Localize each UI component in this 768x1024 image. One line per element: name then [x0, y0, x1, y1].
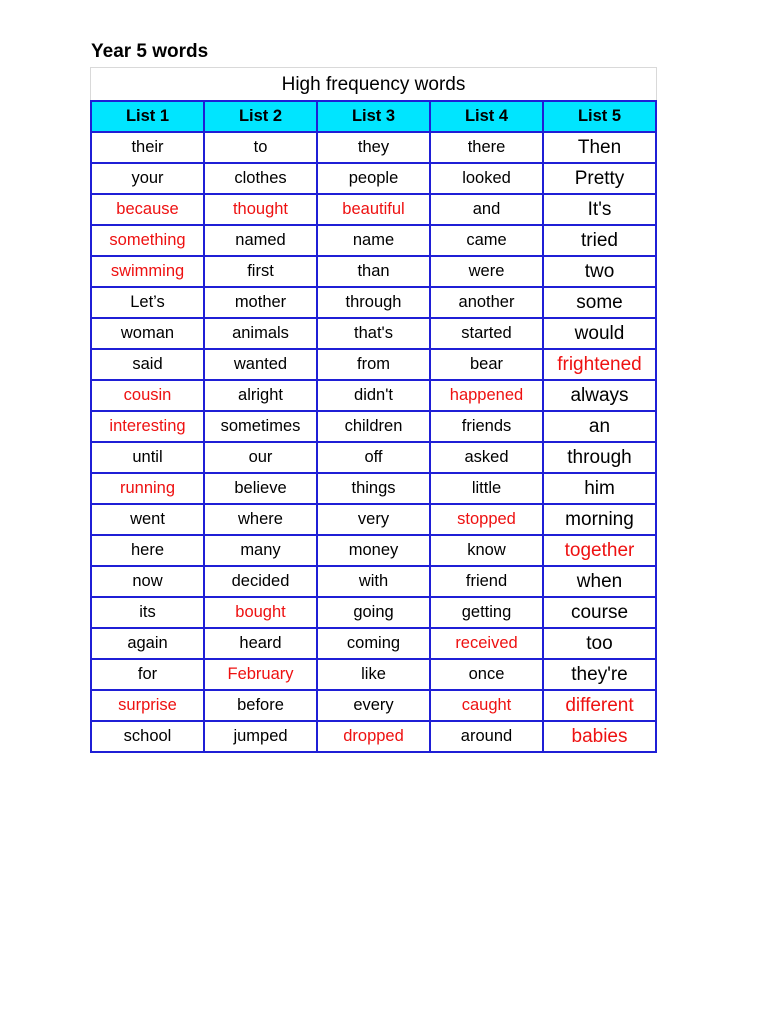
word-cell: and: [431, 195, 544, 226]
word-cell: jumped: [205, 722, 318, 753]
word-cell: dropped: [318, 722, 431, 753]
word-cell: know: [431, 536, 544, 567]
word-cell: February: [205, 660, 318, 691]
word-cell: babies: [544, 722, 657, 753]
word-cell: friends: [431, 412, 544, 443]
word-cell: Then: [544, 133, 657, 164]
word-cell: wanted: [205, 350, 318, 381]
word-cell: school: [92, 722, 205, 753]
page-title: Year 5 words: [91, 41, 209, 62]
word-cell: swimming: [92, 257, 205, 288]
word-cell: going: [318, 598, 431, 629]
word-cell: surprise: [92, 691, 205, 722]
word-cell: with: [318, 567, 431, 598]
word-cell: our: [205, 443, 318, 474]
word-cell: said: [92, 350, 205, 381]
word-cell: friend: [431, 567, 544, 598]
word-cell: received: [431, 629, 544, 660]
word-cell: they're: [544, 660, 657, 691]
word-cell: getting: [431, 598, 544, 629]
column-header-list-1: List 1: [92, 102, 205, 133]
word-cell: another: [431, 288, 544, 319]
word-cell: animals: [205, 319, 318, 350]
word-cell: bear: [431, 350, 544, 381]
word-cell: through: [544, 443, 657, 474]
word-cell: every: [318, 691, 431, 722]
word-cell: clothes: [205, 164, 318, 195]
word-cell: like: [318, 660, 431, 691]
word-cell: were: [431, 257, 544, 288]
word-cell: again: [92, 629, 205, 660]
word-cell: caught: [431, 691, 544, 722]
word-cell: went: [92, 505, 205, 536]
word-cell: from: [318, 350, 431, 381]
word-cell: they: [318, 133, 431, 164]
word-cell: here: [92, 536, 205, 567]
word-cell: many: [205, 536, 318, 567]
word-cell: its: [92, 598, 205, 629]
word-cell: once: [431, 660, 544, 691]
word-cell: your: [92, 164, 205, 195]
word-cell: morning: [544, 505, 657, 536]
word-cell: didn't: [318, 381, 431, 412]
word-cell: looked: [431, 164, 544, 195]
word-cell: something: [92, 226, 205, 257]
word-cell: stopped: [431, 505, 544, 536]
word-cell: asked: [431, 443, 544, 474]
word-cell: very: [318, 505, 431, 536]
word-cell: believe: [205, 474, 318, 505]
word-cell: money: [318, 536, 431, 567]
word-cell: started: [431, 319, 544, 350]
word-cell: beautiful: [318, 195, 431, 226]
word-cell: off: [318, 443, 431, 474]
word-cell: always: [544, 381, 657, 412]
word-cell: an: [544, 412, 657, 443]
word-cell: that's: [318, 319, 431, 350]
word-cell: happened: [431, 381, 544, 412]
word-cell: when: [544, 567, 657, 598]
word-cell: mother: [205, 288, 318, 319]
word-cell: course: [544, 598, 657, 629]
word-cell: sometimes: [205, 412, 318, 443]
word-cell: heard: [205, 629, 318, 660]
word-cell: Let’s: [92, 288, 205, 319]
word-cell: their: [92, 133, 205, 164]
word-cell: first: [205, 257, 318, 288]
word-grid: [90, 100, 657, 753]
word-cell: It's: [544, 195, 657, 226]
column-header-list-2: List 2: [205, 102, 318, 133]
word-cell: there: [431, 133, 544, 164]
word-cell: coming: [318, 629, 431, 660]
word-cell: name: [318, 226, 431, 257]
word-cell: two: [544, 257, 657, 288]
word-cell: together: [544, 536, 657, 567]
word-cell: Pretty: [544, 164, 657, 195]
word-cell: him: [544, 474, 657, 505]
word-cell: tried: [544, 226, 657, 257]
word-cell: around: [431, 722, 544, 753]
word-cell: some: [544, 288, 657, 319]
word-cell: different: [544, 691, 657, 722]
word-cell: for: [92, 660, 205, 691]
word-cell: than: [318, 257, 431, 288]
word-cell: alright: [205, 381, 318, 412]
word-cell: too: [544, 629, 657, 660]
word-cell: to: [205, 133, 318, 164]
word-cell: named: [205, 226, 318, 257]
word-cell: because: [92, 195, 205, 226]
word-cell: would: [544, 319, 657, 350]
word-cell: running: [92, 474, 205, 505]
column-header-list-5: List 5: [544, 102, 657, 133]
column-header-list-3: List 3: [318, 102, 431, 133]
word-cell: thought: [205, 195, 318, 226]
word-cell: where: [205, 505, 318, 536]
word-cell: decided: [205, 567, 318, 598]
word-cell: little: [431, 474, 544, 505]
word-cell: cousin: [92, 381, 205, 412]
word-cell: before: [205, 691, 318, 722]
word-cell: came: [431, 226, 544, 257]
table-title: High frequency words: [90, 67, 657, 100]
word-cell: interesting: [92, 412, 205, 443]
word-cell: woman: [92, 319, 205, 350]
column-header-list-4: List 4: [431, 102, 544, 133]
word-cell: now: [92, 567, 205, 598]
word-cell: things: [318, 474, 431, 505]
word-cell: children: [318, 412, 431, 443]
word-cell: people: [318, 164, 431, 195]
word-cell: bought: [205, 598, 318, 629]
word-cell: until: [92, 443, 205, 474]
word-table: [90, 67, 657, 753]
word-cell: frightened: [544, 350, 657, 381]
word-cell: through: [318, 288, 431, 319]
